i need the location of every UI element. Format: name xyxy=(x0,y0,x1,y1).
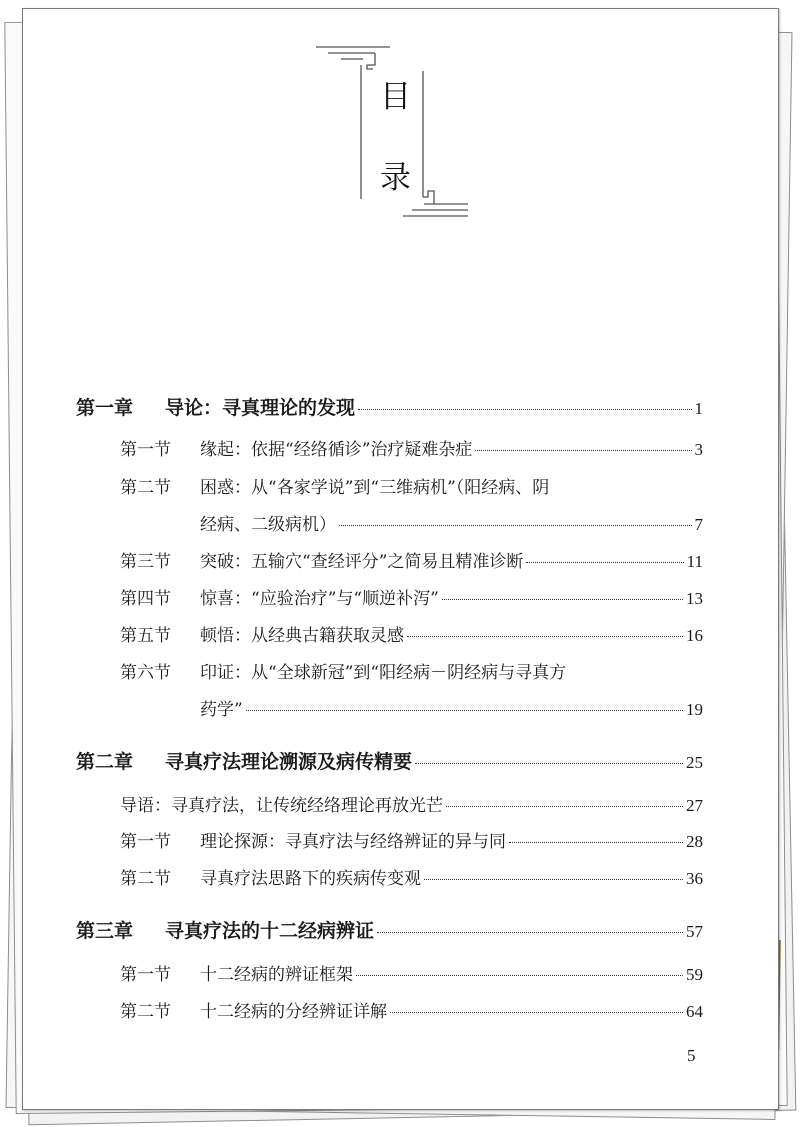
section-label: 第五节 xyxy=(120,626,171,646)
page-number: 57 xyxy=(686,922,703,941)
section-title: 十二经病的分经辨证详解 xyxy=(200,1002,387,1022)
chapter-title: 寻真疗法的十二经病辨证 xyxy=(165,920,375,942)
section-title-line2: 药学” xyxy=(200,700,243,720)
page-number: 25 xyxy=(686,753,703,772)
page-number: 36 xyxy=(686,869,703,888)
chapter-label: 第一章 xyxy=(76,397,134,419)
toc-section-1-1[interactable] xyxy=(120,435,703,460)
leader-dots xyxy=(446,806,683,807)
page-number: 1 xyxy=(694,399,703,418)
chapter-label: 第二章 xyxy=(76,751,134,773)
section-title-line1: 困惑：从“各家学说”到“三维病机”（阳经病、阴 xyxy=(200,478,550,498)
toc-section-1-2[interactable] xyxy=(120,473,703,498)
section-label: 第三节 xyxy=(120,552,171,572)
chapter-title: 导论：寻真理论的发现 xyxy=(165,397,356,419)
toc-chapter-1[interactable] xyxy=(76,393,703,420)
section-title: 理论探源：寻真疗法与经络辨证的异与同 xyxy=(200,832,506,852)
leader-dots xyxy=(339,525,692,526)
section-label: 第六节 xyxy=(120,663,171,683)
toc-chapter-2-intro[interactable] xyxy=(120,791,703,816)
page-number: 3 xyxy=(694,440,703,459)
intro-title: 导语：寻真疗法，让传统经络理论再放光芒 xyxy=(120,796,443,816)
leader-dots xyxy=(442,599,683,600)
chapter-label: 第三章 xyxy=(76,920,134,942)
toc-chapter-2[interactable] xyxy=(76,747,703,774)
toc-section-3-1[interactable] xyxy=(120,960,703,985)
section-label: 第四节 xyxy=(120,589,171,609)
toc-section-1-5[interactable] xyxy=(120,621,703,646)
section-title: 突破：五输穴“查经评分”之简易且精准诊断 xyxy=(200,552,524,572)
leader-dots xyxy=(415,763,683,764)
page-number: 59 xyxy=(686,965,703,984)
page-number: 19 xyxy=(686,700,703,719)
title-char-lu: 录 xyxy=(380,160,411,196)
leader-dots xyxy=(509,842,683,843)
toc-section-3-2[interactable] xyxy=(120,997,703,1022)
leader-dots xyxy=(390,1012,683,1013)
chapter-title: 寻真疗法理论溯源及病传精要 xyxy=(165,751,413,773)
page-number: 13 xyxy=(686,589,703,608)
page-number: 7 xyxy=(694,515,703,534)
leader-dots xyxy=(526,562,683,563)
leader-dots xyxy=(475,450,691,451)
table-of-contents xyxy=(23,9,778,1109)
section-label: 第二节 xyxy=(120,869,171,889)
toc-section-1-6-cont[interactable] xyxy=(200,695,703,720)
page-number: 28 xyxy=(686,832,703,851)
leader-dots xyxy=(356,975,683,976)
section-label: 第二节 xyxy=(120,478,171,498)
page-number: 27 xyxy=(686,796,703,815)
toc-section-2-1[interactable] xyxy=(120,827,703,852)
leader-dots xyxy=(358,409,691,410)
leader-dots xyxy=(377,932,683,933)
page-number: 16 xyxy=(686,626,703,645)
leader-dots xyxy=(424,879,683,880)
toc-section-1-3[interactable] xyxy=(120,547,703,572)
section-title: 缘起：依据“经络循诊”治疗疑难杂症 xyxy=(200,440,473,460)
leader-dots xyxy=(407,636,683,637)
page-number: 64 xyxy=(686,1002,703,1021)
toc-chapter-3[interactable] xyxy=(76,916,703,943)
section-title-line1: 印证：从“全球新冠”到“阳经病－阴经病与寻真方 xyxy=(200,663,567,683)
section-label: 第一节 xyxy=(120,965,171,985)
section-label: 第二节 xyxy=(120,1002,171,1022)
section-title-line2: 经病、二级病机） xyxy=(200,515,336,535)
section-title: 十二经病的辨证框架 xyxy=(200,965,353,985)
page-number: 11 xyxy=(686,552,703,571)
section-label: 第一节 xyxy=(120,440,171,460)
toc-section-1-6[interactable] xyxy=(120,658,703,683)
folio-page-number: 5 xyxy=(687,1046,696,1065)
leader-dots xyxy=(246,710,683,711)
toc-section-2-2[interactable] xyxy=(120,864,703,889)
title-char-mu: 目 xyxy=(380,79,411,115)
section-title: 惊喜：“应验治疗”与“顺逆补泻” xyxy=(200,589,439,609)
toc-section-1-2-cont[interactable] xyxy=(200,510,703,535)
section-title: 顿悟：从经典古籍获取灵感 xyxy=(200,626,404,646)
section-label: 第一节 xyxy=(120,832,171,852)
toc-page xyxy=(22,8,779,1110)
section-title: 寻真疗法思路下的疾病传变观 xyxy=(200,869,421,889)
toc-section-1-4[interactable] xyxy=(120,584,703,609)
